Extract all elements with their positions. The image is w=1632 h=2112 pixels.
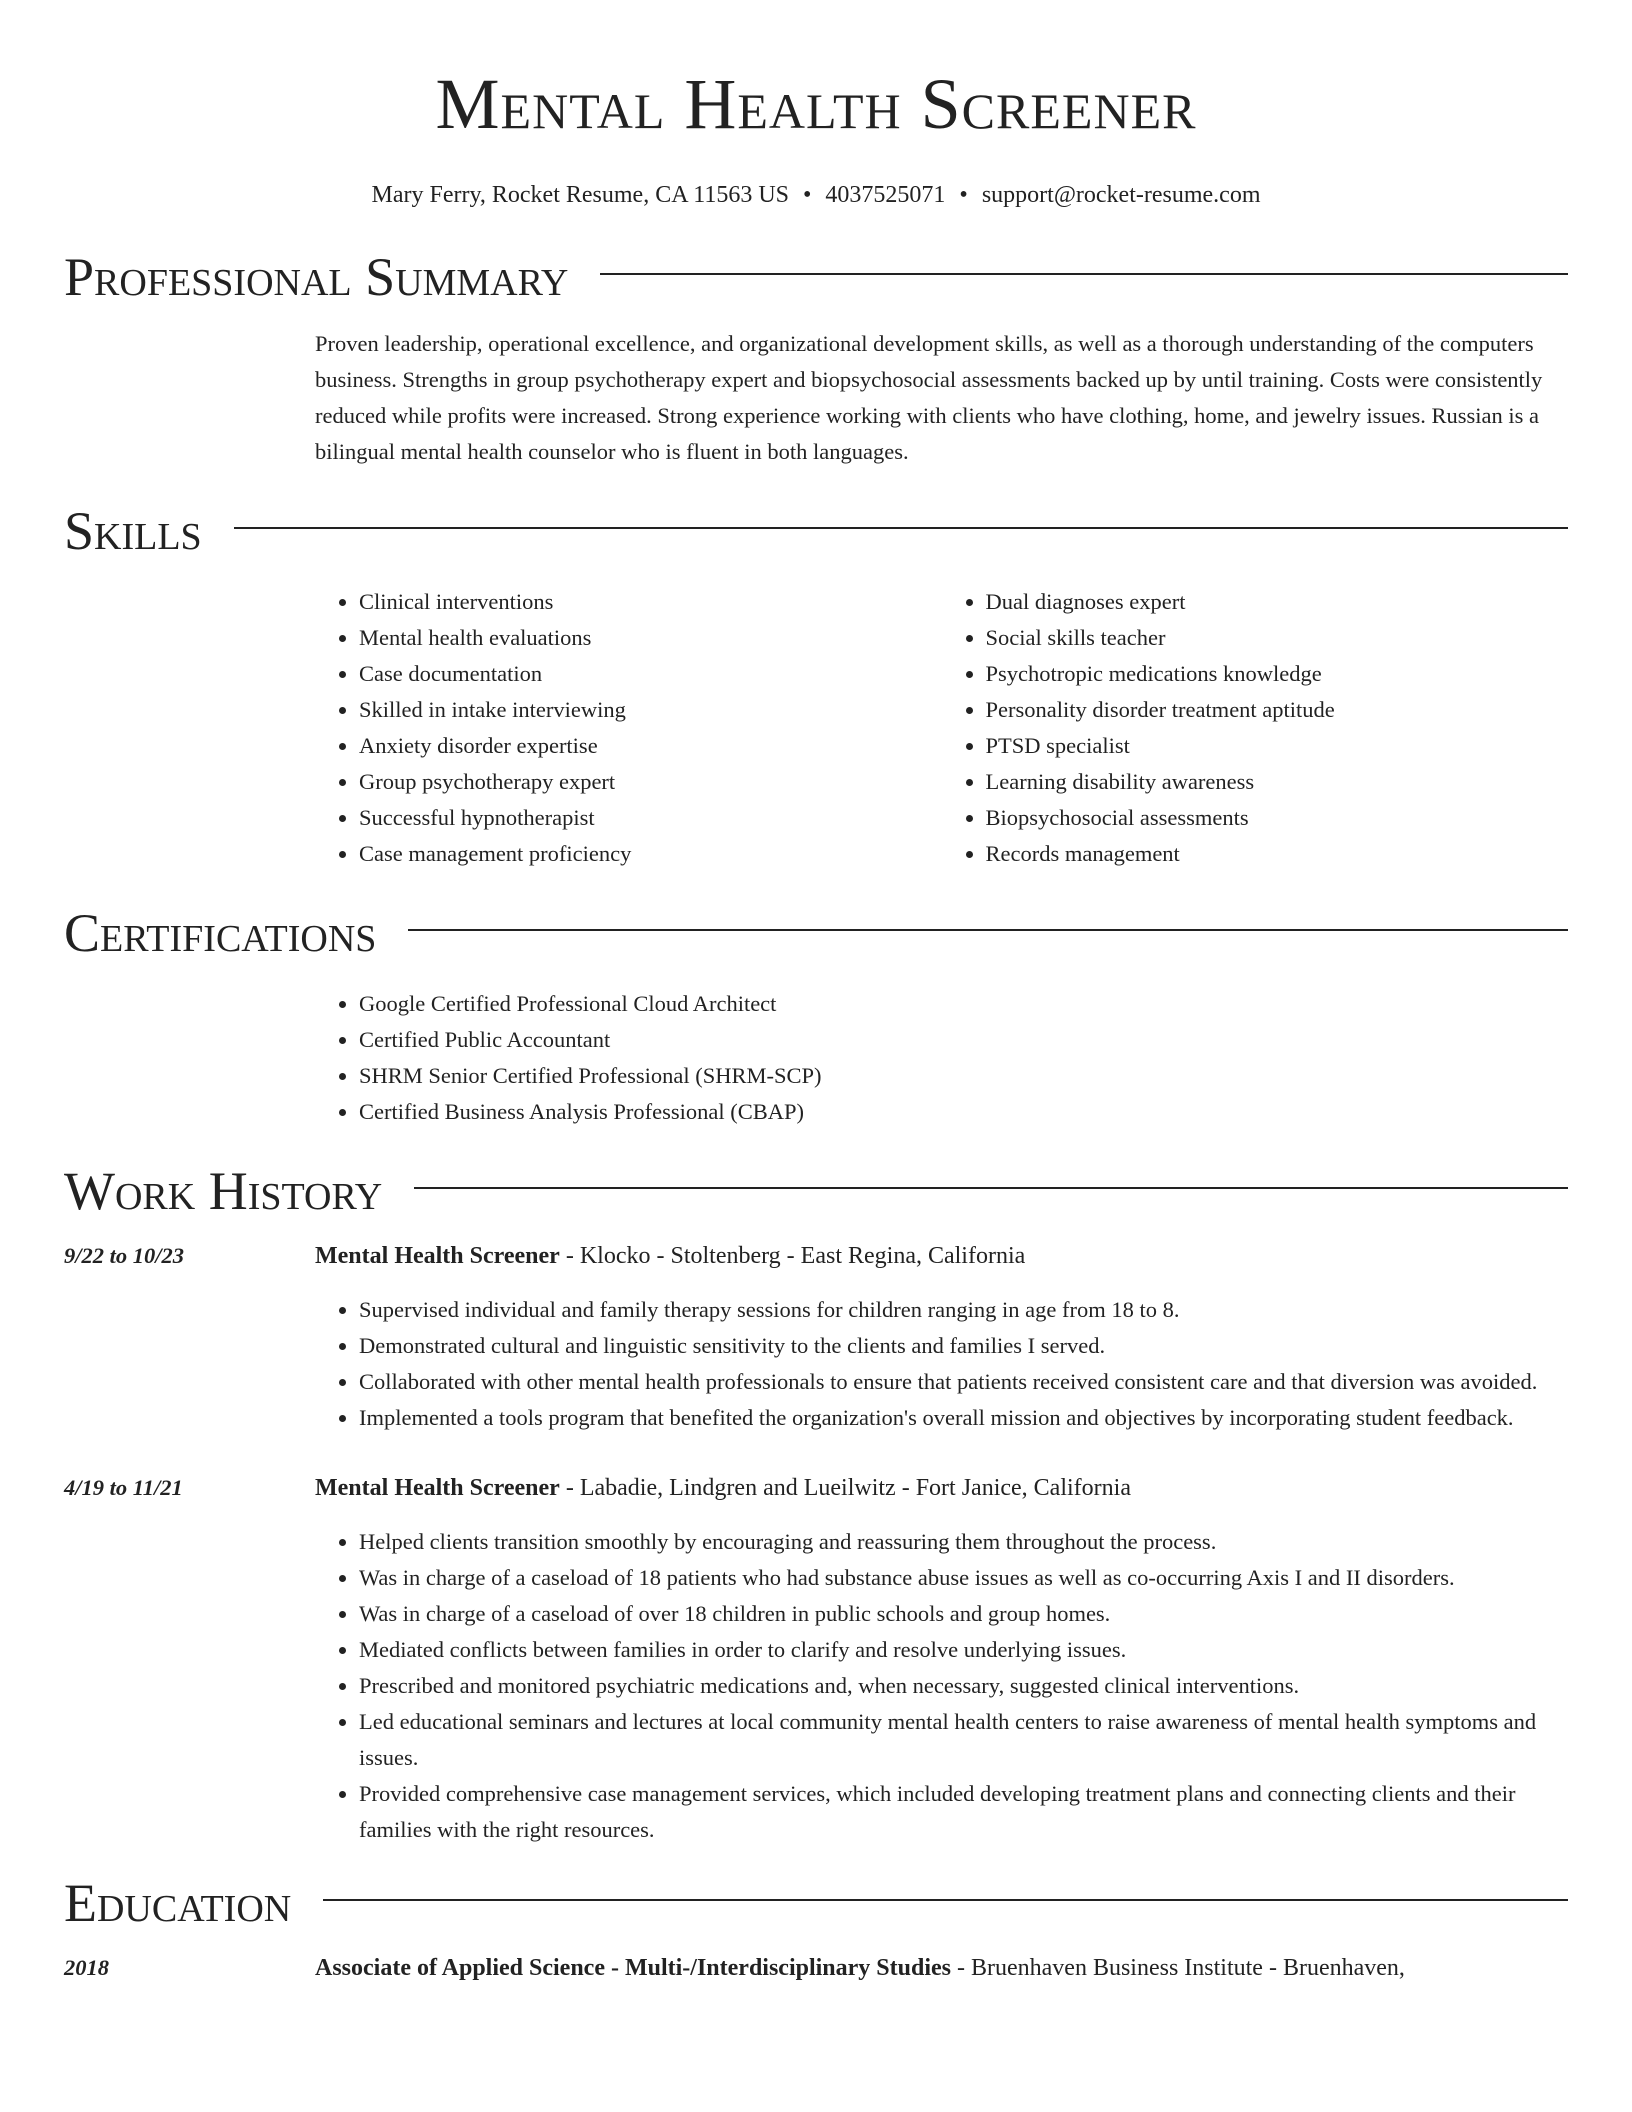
education-degree: Associate of Applied Science - Multi-/Interdisciplinary Studies xyxy=(315,1955,951,1981)
job-role: Mental Health Screener xyxy=(315,1475,560,1501)
job-bullets xyxy=(315,1292,1568,1436)
education-heading xyxy=(64,1872,1568,1934)
job-bullet: • Mediated conflicts between families in order to clarify and resolve underlying issues. xyxy=(359,1632,1568,1668)
job-bullet: • Was in charge of a caseload of over 18 children in public schools and group homes. xyxy=(359,1596,1568,1632)
skills-title: Skills xyxy=(64,501,202,561)
skill-item: • Clinical interventions xyxy=(359,584,942,620)
contact-separator: • xyxy=(959,182,968,208)
resume-header xyxy=(64,0,1568,210)
job-bullet: • Prescribed and monitored psychiatric medications and, when necessary, suggested clinical interventions. xyxy=(359,1668,1568,1704)
job-entry xyxy=(64,1238,1568,1436)
job-bullet: • Helped clients transition smoothly by encouraging and reassuring them throughout the process. xyxy=(359,1524,1568,1560)
education-title: Education xyxy=(64,1873,292,1933)
education-school: - Bruenhaven Business Institute - Bruenhaven, xyxy=(951,1955,1405,1981)
candidate-name: Mental Health Screener xyxy=(435,64,1197,144)
skill-item: • Anxiety disorder expertise xyxy=(359,728,942,764)
certification-item: • Google Certified Professional Cloud Architect xyxy=(359,986,1568,1022)
certifications-heading xyxy=(64,902,1568,964)
skills-list-left xyxy=(315,584,942,872)
job-entry xyxy=(64,1470,1568,1848)
job-bullet: • Demonstrated cultural and linguistic sensitivity to the clients and families I served. xyxy=(359,1328,1568,1364)
skills-grid xyxy=(315,584,1568,872)
section-divider xyxy=(234,527,1568,529)
contact-separator: • xyxy=(803,182,812,208)
job-bullet: • Collaborated with other mental health professionals to ensure that patients received consistent care and that diversion was avoided. xyxy=(359,1364,1568,1400)
education-line xyxy=(315,1950,1568,1986)
summary-body xyxy=(315,326,1568,470)
skill-item: • Dual diagnoses expert xyxy=(986,584,1569,620)
job-employer: - Klocko - Stoltenberg - East Regina, California xyxy=(559,1243,1026,1269)
job-title-line xyxy=(315,1238,1568,1274)
job-bullet: • Led educational seminars and lectures at local community mental health centers to raise awareness of mental health symptoms and issues. xyxy=(359,1704,1568,1776)
skill-item: • Social skills teacher xyxy=(986,620,1569,656)
work-heading xyxy=(64,1160,1568,1222)
section-divider xyxy=(408,929,1568,931)
skill-item: • Records management xyxy=(986,836,1569,872)
work-section xyxy=(64,1160,1568,1848)
certification-item: • Certified Public Accountant xyxy=(359,1022,1568,1058)
job-main xyxy=(315,1238,1568,1436)
job-dates: 9/22 to 10/23 xyxy=(64,1243,185,1268)
contact-address: Mary Ferry, Rocket Resume, CA 11563 US xyxy=(371,182,789,208)
skill-item: • Case documentation xyxy=(359,656,942,692)
contact-phone: 4037525071 xyxy=(825,182,946,208)
certifications-list xyxy=(315,986,1568,1130)
certification-item: • Certified Business Analysis Professional (CBAP) xyxy=(359,1094,1568,1130)
summary-section xyxy=(64,246,1568,470)
job-bullet: • Provided comprehensive case management services, which included developing treatment plans and connecting clients and their families with the right resources. xyxy=(359,1776,1568,1848)
skills-section xyxy=(64,500,1568,872)
job-bullet: • Was in charge of a caseload of 18 patients who had substance abuse issues as well as co-occurring Axis I and II disorders. xyxy=(359,1560,1568,1596)
skill-item: • Group psychotherapy expert xyxy=(359,764,942,800)
education-section xyxy=(64,1872,1568,1986)
section-divider xyxy=(414,1187,1568,1189)
job-dates: 4/19 to 11/21 xyxy=(64,1475,183,1500)
job-bullet: • Implemented a tools program that benefited the organization's overall mission and objectives by incorporating student feedback. xyxy=(359,1400,1568,1436)
certifications-section xyxy=(64,902,1568,1130)
contact-email: support@rocket-resume.com xyxy=(981,182,1261,208)
job-title-line xyxy=(315,1470,1568,1506)
skill-item: • Biopsychosocial assessments xyxy=(986,800,1569,836)
summary-heading xyxy=(64,246,1568,308)
summary-title: Professional Summary xyxy=(64,247,569,307)
summary-text: Proven leadership, operational excellence, and organizational development skills, as well as a thorough understanding of the computers business. Strengths in group psychotherapy expert and biopsychosocial assessments backed up by until training. Costs were consistently reduced while profits were increased. Strong experience working with clients who have clothing, home, and jewelry issues. Russian is a bilingual mental health counselor who is fluent in both languages. xyxy=(315,331,1543,464)
contact-line xyxy=(64,180,1568,210)
skill-item: • PTSD specialist xyxy=(986,728,1569,764)
section-divider xyxy=(600,273,1568,275)
job-role: Mental Health Screener xyxy=(315,1243,560,1269)
skill-item: • Learning disability awareness xyxy=(986,764,1569,800)
skill-item: • Mental health evaluations xyxy=(359,620,942,656)
job-bullet: • Supervised individual and family therapy sessions for children ranging in age from 18 to 8. xyxy=(359,1292,1568,1328)
education-year: 2018 xyxy=(64,1955,109,1980)
certifications-body xyxy=(315,986,1568,1130)
education-entry xyxy=(64,1950,1568,1986)
job-main xyxy=(315,1470,1568,1848)
skill-item: • Case management proficiency xyxy=(359,836,942,872)
certification-item: • SHRM Senior Certified Professional (SHRM-SCP) xyxy=(359,1058,1568,1094)
section-divider xyxy=(323,1899,1568,1901)
skill-item: • Personality disorder treatment aptitude xyxy=(986,692,1569,728)
job-employer: - Labadie, Lindgren and Lueilwitz - Fort Janice, California xyxy=(559,1475,1131,1501)
education-main xyxy=(315,1950,1568,1986)
skill-item: • Successful hypnotherapist xyxy=(359,800,942,836)
skill-item: • Psychotropic medications knowledge xyxy=(986,656,1569,692)
skill-item: • Skilled in intake interviewing xyxy=(359,692,942,728)
skills-list-right xyxy=(942,584,1569,872)
work-title: Work History xyxy=(64,1161,383,1221)
skills-heading xyxy=(64,500,1568,562)
certifications-title: Certifications xyxy=(64,903,377,963)
job-bullets xyxy=(315,1524,1568,1848)
